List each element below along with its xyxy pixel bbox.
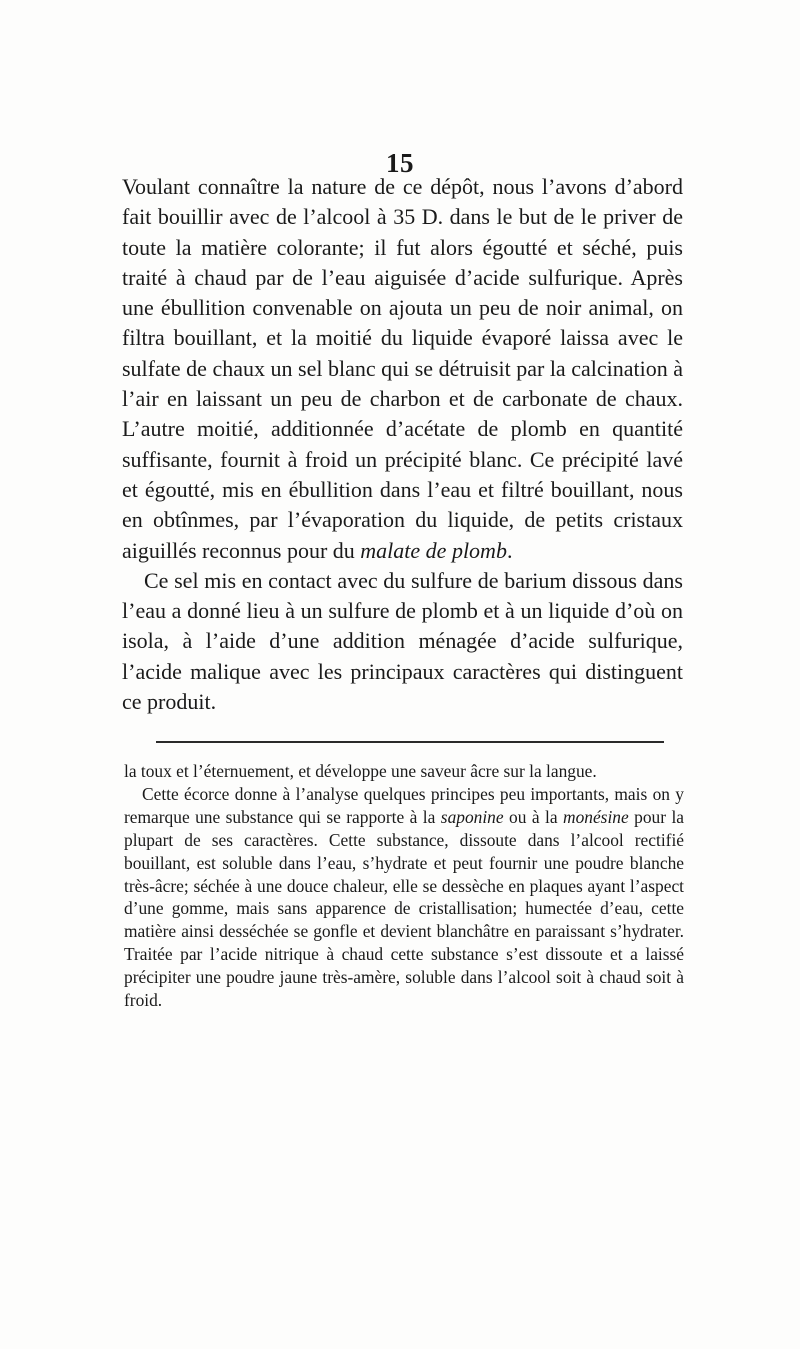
footnote-text xyxy=(124,760,684,1012)
main-body-text xyxy=(122,172,683,717)
footnote-paragraph-2-text-b: ou à la xyxy=(503,806,564,827)
footnote-paragraph-2-text-c: pour la plupart de ses caractères. Cette substance, dissoute dans l’alcool rectifié bouillant, est soluble dans l’eau, s’hydrate et peut fournir une poudre blanche très-âcre; séchée à une douce chaleur, elle se dessèche en plaques ayant l’aspect d’une gomme, mais sans apparence de cristallisation; humectée d’eau, cette matière ainsi desséchée se gonfle et devient blanchâtre en paraissant s’hydrater. Traitée par l’acide nitrique à chaud cette substance s’est dissoute et a laissé précipiter une poudre jaune très-amère, soluble dans l’alcool soit à chaud soit à froid. xyxy=(124,806,685,1011)
footnote-italic-saponine: saponine xyxy=(440,806,504,827)
body-paragraph-1-end: . xyxy=(506,537,513,563)
page-number: 15 xyxy=(386,148,414,178)
footnote-paragraph-2-text-a: Cette écorce donne à l’analyse quelques principes peu importants, mais on y remarque une substance qui se rapporte à la xyxy=(124,783,684,827)
body-paragraph-1-text: Voulant connaître la nature de ce dépôt, nous l’avons d’abord fait bouillir avec de l’alcool à 35 D. dans le but de le priver de toute la matière colorante; il fut alors égoutté et séché, puis traité à chaud par de l’eau aiguisée d’acide sulfurique. Après une ébullition convenable on ajouta un peu de noir animal, on filtra bouillant, et la moitié du liquide évaporé laissa avec le sulfate de chaux un sel blanc qui se détruisit par la calcination à l’air en laissant un peu de charbon et de carbonate de chaux. L’autre moitié, additionnée d’acétate de plomb en quantité suffisante, fournit à froid un précipité blanc. Ce précipité lavé et égoutté, mis en ébullition dans l’eau et filtré bouillant, nous en obtînmes, par l’évaporation du liquide, de petits cristaux aiguillés reconnus pour du xyxy=(122,174,683,563)
body-paragraph-2: Ce sel mis en contact avec du sulfure de barium dissous dans l’eau a donné lieu à un sulfure de plomb et à un liquide d’où on isola, à l’aide d’une addition ménagée d’acide sulfurique, l’acide malique avec les principaux caractères qui distinguent ce produit. xyxy=(122,567,683,715)
footnote-paragraph-1: la toux et l’éternuement, et développe une saveur âcre sur la langue. xyxy=(124,761,597,781)
footnote-italic-monesine: monésine xyxy=(563,806,629,827)
footnote-paragraph-2 xyxy=(124,783,684,1012)
body-paragraph-1 xyxy=(122,172,683,566)
body-paragraph-1-italic: malate de plomb xyxy=(360,537,507,563)
footnote-separator-rule xyxy=(156,741,664,743)
